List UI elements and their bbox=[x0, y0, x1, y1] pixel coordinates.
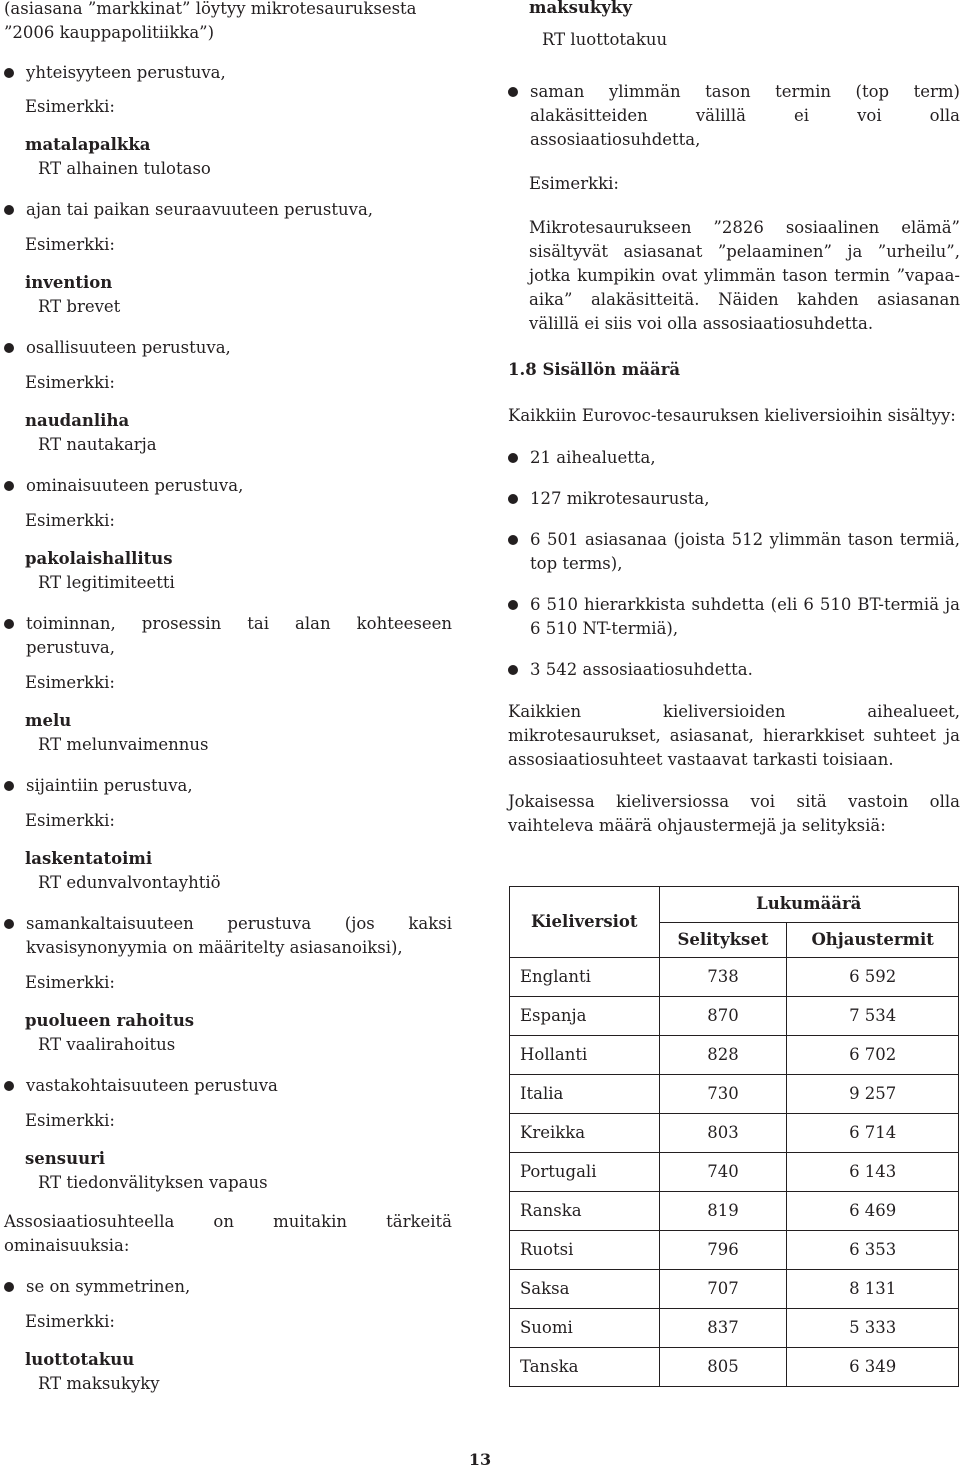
related-term: RT luottotakuu bbox=[542, 30, 668, 49]
example-label: Esimerkki: bbox=[25, 811, 115, 830]
guide-terms-cell: 5 333 bbox=[787, 1309, 959, 1348]
language-cell: Kreikka bbox=[510, 1114, 660, 1153]
language-cell: Ruotsi bbox=[510, 1231, 660, 1270]
example-term: melu bbox=[25, 711, 72, 730]
table-row bbox=[510, 1114, 959, 1153]
example-label: Esimerkki: bbox=[25, 97, 115, 116]
intro-note: (asiasana ”markkinat” löytyy mikrotesauruksesta ”2006 kauppapolitiikka”) bbox=[4, 0, 417, 42]
related-term: RT legitimiteetti bbox=[38, 573, 175, 592]
paragraph: Jokaisessa kieliversiossa voi sitä vastoin olla vaihteleva määrä ohjaustermejä ja selityksiä: bbox=[508, 792, 960, 835]
guide-terms-cell: 7 534 bbox=[787, 997, 959, 1036]
relation-type-bullet: vastakohtaisuuteen perustuva bbox=[4, 1074, 452, 1098]
relation-type-bullet: osallisuuteen perustuva, bbox=[4, 336, 452, 360]
explanations-cell: 707 bbox=[659, 1270, 787, 1309]
section-heading: 1.8 Sisällön määrä bbox=[508, 360, 681, 379]
language-cell: Portugali bbox=[510, 1153, 660, 1192]
example-label: Esimerkki: bbox=[25, 235, 115, 254]
example-paragraph: Mikrotesaurukseen ”2826 sosiaalinen elämä” sisältyvät asiasanat ”pelaaminen” ja ”urheilu”, jotka kumpikin ovat ylimmän tason termin ”vapaa-aika” alakäsitteitä. Näiden kahden asiasanan välillä ei siis voi olla assosiaatiosuhdetta. bbox=[529, 218, 960, 333]
relation-type-bullet: sijaintiin perustuva, bbox=[4, 774, 452, 798]
example-term: pakolaishallitus bbox=[25, 549, 173, 568]
guide-terms-cell: 6 702 bbox=[787, 1036, 959, 1075]
explanations-cell: 805 bbox=[659, 1348, 787, 1387]
explanations-cell: 796 bbox=[659, 1231, 787, 1270]
left-column bbox=[4, 0, 452, 1396]
table-row bbox=[510, 997, 959, 1036]
example-label: Esimerkki: bbox=[25, 373, 115, 392]
guide-terms-cell: 8 131 bbox=[787, 1270, 959, 1309]
example-label: Esimerkki: bbox=[25, 1111, 115, 1130]
right-column bbox=[508, 0, 960, 838]
page-number: 13 bbox=[468, 1450, 492, 1469]
count-bullet: 3 542 assosiaatiosuhdetta. bbox=[508, 658, 960, 682]
guide-terms-cell: 9 257 bbox=[787, 1075, 959, 1114]
table-row bbox=[510, 1309, 959, 1348]
explanations-cell: 730 bbox=[659, 1075, 787, 1114]
related-term: RT melunvaimennus bbox=[38, 735, 209, 754]
related-term: RT brevet bbox=[38, 297, 121, 316]
count-bullet: 21 aihealuetta, bbox=[508, 446, 960, 470]
table-row bbox=[510, 1192, 959, 1231]
related-term: RT nautakarja bbox=[38, 435, 157, 454]
table-row bbox=[510, 1270, 959, 1309]
example-term: naudanliha bbox=[25, 411, 130, 430]
language-versions-table bbox=[509, 886, 959, 1387]
relation-type-bullet: samankaltaisuuteen perustuva (jos kaksi kvasisynonyymia on määritelty asiasanoiksi), bbox=[4, 912, 452, 960]
guide-terms-cell: 6 349 bbox=[787, 1348, 959, 1387]
related-term: RT maksukyky bbox=[38, 1374, 160, 1393]
table-row bbox=[510, 1036, 959, 1075]
explanations-cell: 870 bbox=[659, 997, 787, 1036]
explanations-cell: 740 bbox=[659, 1153, 787, 1192]
count-bullet: 6 501 asiasanaa (joista 512 ylimmän tason termiä, top terms), bbox=[508, 528, 960, 576]
related-term: RT tiedonvälityksen vapaus bbox=[38, 1173, 268, 1192]
guide-terms-cell: 6 143 bbox=[787, 1153, 959, 1192]
language-cell: Tanska bbox=[510, 1348, 660, 1387]
example-label: Esimerkki: bbox=[25, 1312, 115, 1331]
language-cell: Ranska bbox=[510, 1192, 660, 1231]
guide-terms-cell: 6 592 bbox=[787, 958, 959, 997]
assoc-properties-text: Assosiaatiosuhteella on muitakin tärkeitä ominaisuuksia: bbox=[4, 1212, 452, 1255]
example-label: Esimerkki: bbox=[25, 511, 115, 530]
explanations-cell: 819 bbox=[659, 1192, 787, 1231]
explanations-cell: 828 bbox=[659, 1036, 787, 1075]
related-term: RT edunvalvontayhtiö bbox=[38, 873, 221, 892]
example-label: Esimerkki: bbox=[25, 973, 115, 992]
table-header-count: Lukumäärä bbox=[659, 887, 958, 923]
related-term: RT vaalirahoitus bbox=[38, 1035, 176, 1054]
language-cell: Hollanti bbox=[510, 1036, 660, 1075]
count-bullet: 6 510 hierarkkista suhdetta (eli 6 510 BT-termiä ja 6 510 NT-termiä), bbox=[508, 593, 960, 641]
table-header-guide-terms: Ohjaustermit bbox=[787, 922, 959, 958]
relation-type-bullet: ajan tai paikan seuraavuuteen perustuva, bbox=[4, 198, 452, 222]
table-row bbox=[510, 958, 959, 997]
explanations-cell: 803 bbox=[659, 1114, 787, 1153]
table-row bbox=[510, 1231, 959, 1270]
relation-type-bullet: toiminnan, prosessin tai alan kohteeseen perustuva, bbox=[4, 612, 452, 660]
table-row bbox=[510, 1348, 959, 1387]
example-term: luottotakuu bbox=[25, 1350, 135, 1369]
table-row bbox=[510, 1075, 959, 1114]
example-term: laskentatoimi bbox=[25, 849, 153, 868]
guide-terms-cell: 6 469 bbox=[787, 1192, 959, 1231]
example-term: puolueen rahoitus bbox=[25, 1011, 195, 1030]
count-bullet: 127 mikrotesaurusta, bbox=[508, 487, 960, 511]
example-label: Esimerkki: bbox=[25, 673, 115, 692]
table-header-language: Kieliversiot bbox=[510, 887, 660, 958]
guide-terms-cell: 6 353 bbox=[787, 1231, 959, 1270]
example-term: maksukyky bbox=[529, 0, 632, 17]
relation-type-bullet: yhteisyyteen perustuva, bbox=[4, 61, 452, 85]
example-term: matalapalkka bbox=[25, 135, 151, 154]
explanations-cell: 738 bbox=[659, 958, 787, 997]
example-label: Esimerkki: bbox=[529, 174, 619, 193]
paragraph: Kaikkien kieliversioiden aihealueet, mikrotesaurukset, asiasanat, hierarkkiset suhteet ja assosiaatiosuhteet vastaavat tarkasti toisiaan. bbox=[508, 702, 960, 769]
example-term: sensuuri bbox=[25, 1149, 106, 1168]
language-cell: Suomi bbox=[510, 1309, 660, 1348]
related-term: RT alhainen tulotaso bbox=[38, 159, 211, 178]
table-row bbox=[510, 1153, 959, 1192]
table-header-explanations: Selitykset bbox=[659, 922, 787, 958]
relation-type-bullet: se on symmetrinen, bbox=[4, 1275, 452, 1299]
section-intro: Kaikkiin Eurovoc-tesauruksen kieliversioihin sisältyy: bbox=[508, 406, 956, 425]
example-term: invention bbox=[25, 273, 113, 292]
language-cell: Italia bbox=[510, 1075, 660, 1114]
language-cell: Saksa bbox=[510, 1270, 660, 1309]
explanations-cell: 837 bbox=[659, 1309, 787, 1348]
language-cell: Espanja bbox=[510, 997, 660, 1036]
guide-terms-cell: 6 714 bbox=[787, 1114, 959, 1153]
relation-rule-bullet: saman ylimmän tason termin (top term) alakäsitteiden välillä ei voi olla assosiaatiosuhdetta, bbox=[508, 80, 960, 152]
language-cell: Englanti bbox=[510, 958, 660, 997]
relation-type-bullet: ominaisuuteen perustuva, bbox=[4, 474, 452, 498]
